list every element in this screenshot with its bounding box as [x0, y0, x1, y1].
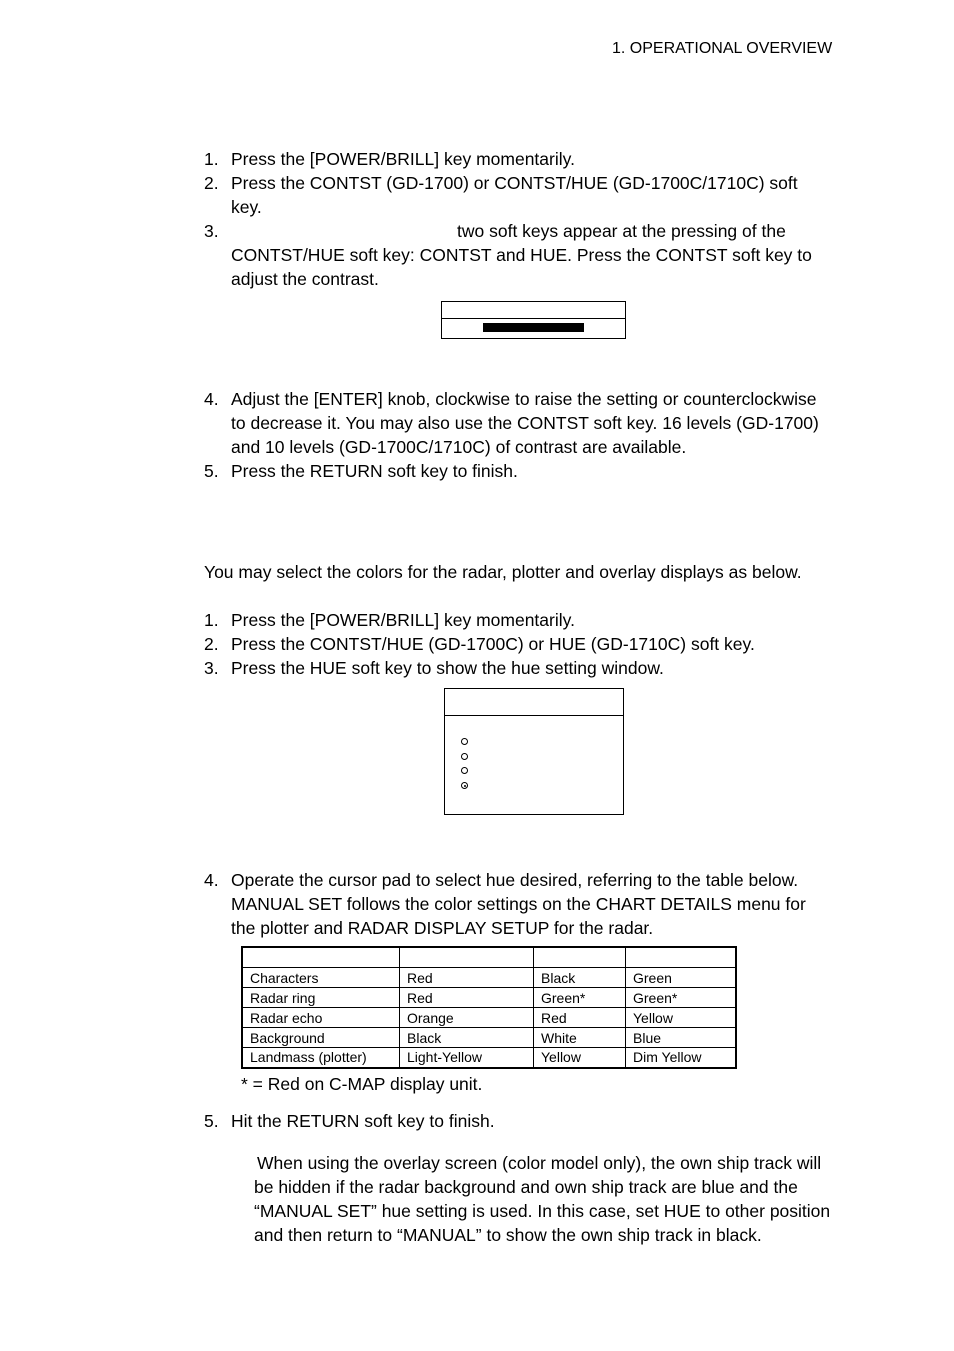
table-row: [242, 1008, 736, 1028]
table-cell: Black: [534, 968, 626, 988]
hue-option-radio[interactable]: [461, 738, 468, 745]
table-header-cell: [400, 947, 534, 968]
step-number: 1.: [204, 149, 219, 169]
contrast-window-title-bar: [442, 302, 625, 319]
table-cell: Radar echo: [242, 1008, 400, 1028]
hue-option-radio[interactable]: [461, 753, 468, 760]
step-text: key.: [231, 197, 262, 217]
table-cell: Blue: [626, 1028, 737, 1048]
step-number: 2.: [204, 173, 219, 193]
table-cell: Green*: [534, 988, 626, 1008]
step-text: and 10 levels (GD-1700C/1710C) of contrast are available.: [231, 437, 687, 457]
hue-option-radio[interactable]: [461, 767, 468, 774]
table-header-row: [242, 947, 736, 968]
page-header: 1. OPERATIONAL OVERVIEW: [612, 40, 833, 57]
table-cell: Light-Yellow: [400, 1048, 534, 1068]
hue-intro: You may select the colors for the radar, plotter and overlay displays as below.: [204, 562, 802, 582]
step-text: CONTST/HUE soft key: CONTST and HUE. Press the CONTST soft key to: [231, 245, 812, 265]
step-text: the plotter and RADAR DISPLAY SETUP for the radar.: [231, 918, 654, 938]
note-line: and then return to “MANUAL” to show the own ship track in black.: [254, 1225, 762, 1245]
table-cell: Black: [400, 1028, 534, 1048]
table-row: [242, 1028, 736, 1048]
table-row: [242, 1048, 736, 1068]
table-header-cell: [242, 947, 400, 968]
table-cell: Radar ring: [242, 988, 400, 1008]
table-header-cell: [626, 947, 737, 968]
note-line: When using the overlay screen (color model only), the own ship track will: [257, 1153, 822, 1173]
step-number: 3.: [204, 221, 219, 241]
table-row: [242, 968, 736, 988]
table-cell: Landmass (plotter): [242, 1048, 400, 1068]
hue-window: [444, 688, 624, 815]
note-line: be hidden if the radar background and own ship track are blue and the: [254, 1177, 798, 1197]
step-text: adjust the contrast.: [231, 269, 379, 289]
table-header-cell: [534, 947, 626, 968]
table-cell: White: [534, 1028, 626, 1048]
table-cell: Green*: [626, 988, 737, 1008]
contrast-window: [441, 301, 626, 339]
list-item: [204, 147, 219, 171]
table-cell: Orange: [400, 1008, 534, 1028]
step-text: Press the RETURN soft key to finish.: [231, 461, 518, 481]
step-text: Press the [POWER/BRILL] key momentarily.: [231, 149, 575, 169]
table-cell: Green: [626, 968, 737, 988]
step-text: Hit the RETURN soft key to finish.: [231, 1111, 495, 1131]
table-cell: Red: [400, 968, 534, 988]
step-number: 4.: [204, 389, 219, 409]
step-text: MANUAL SET follows the color settings on the CHART DETAILS menu for: [231, 894, 806, 914]
table-cell: Background: [242, 1028, 400, 1048]
step-text: two soft keys appear at the pressing of the: [457, 221, 786, 241]
step-number: 5.: [204, 1111, 219, 1131]
table-cell: Characters: [242, 968, 400, 988]
table-cell: Yellow: [626, 1008, 737, 1028]
step-text: Press the CONTST (GD-1700) or CONTST/HUE (GD-1700C/1710C) soft: [231, 173, 798, 193]
step-text: Press the CONTST/HUE (GD-1700C) or HUE (GD-1710C) soft key.: [231, 634, 755, 654]
step-number: 2.: [204, 634, 219, 654]
table-cell: Dim Yellow: [626, 1048, 737, 1068]
table-cell: Red: [534, 1008, 626, 1028]
step-text: to decrease it. You may also use the CONTST soft key. 16 levels (GD-1700): [231, 413, 819, 433]
step-text: Adjust the [ENTER] knob, clockwise to raise the setting or counterclockwise: [231, 389, 817, 409]
table-cell: Yellow: [534, 1048, 626, 1068]
table-cell: Red: [400, 988, 534, 1008]
table-row: [242, 988, 736, 1008]
step-text: Press the [POWER/BRILL] key momentarily.: [231, 610, 575, 630]
step-number: 3.: [204, 658, 219, 678]
hue-option-radio[interactable]: [461, 782, 468, 789]
contrast-level-bar: [483, 323, 584, 332]
table-footnote: * = Red on C-MAP display unit.: [241, 1074, 483, 1094]
hue-color-table: [241, 946, 737, 1069]
step-number: 4.: [204, 870, 219, 890]
step-text: Operate the cursor pad to select hue desired, referring to the table below.: [231, 870, 799, 890]
note-line: “MANUAL SET” hue setting is used. In this case, set HUE to other position: [254, 1201, 831, 1221]
hue-window-title-bar: [445, 689, 623, 716]
step-number: 5.: [204, 461, 219, 481]
step-text: Press the HUE soft key to show the hue setting window.: [231, 658, 664, 678]
step-number: 1.: [204, 610, 219, 630]
